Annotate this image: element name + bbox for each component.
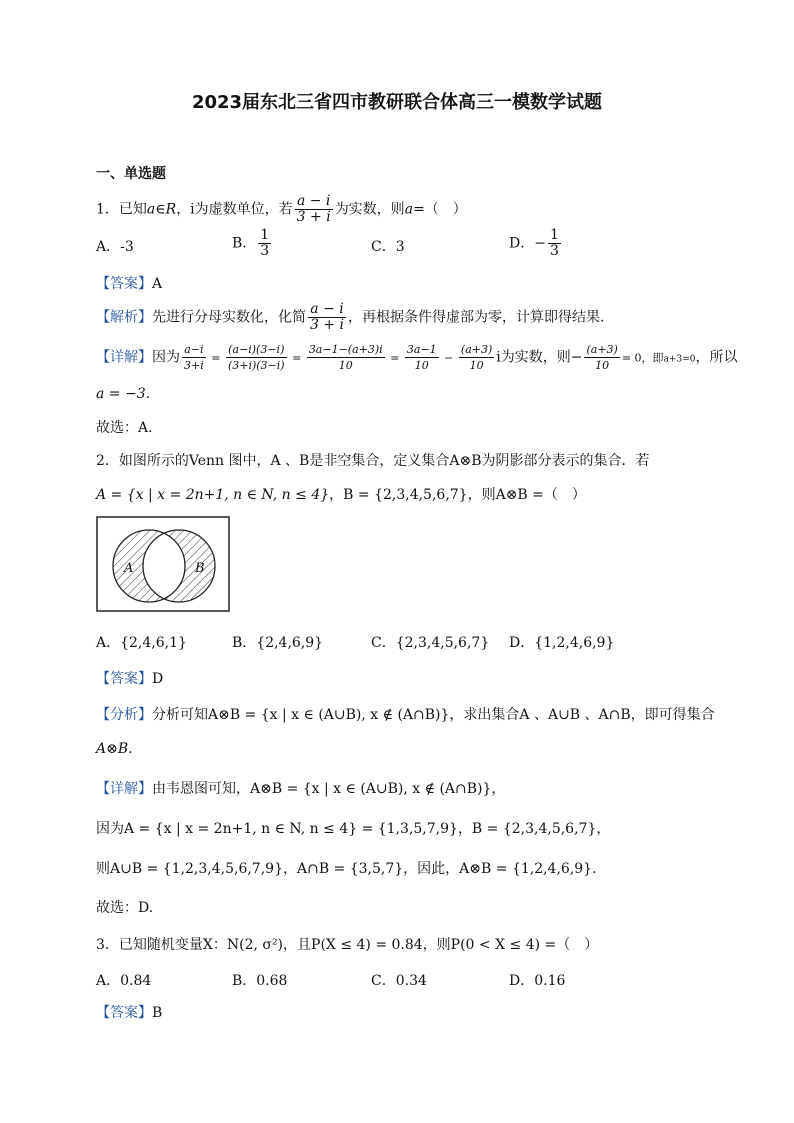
- q2-option-c: C．{2,3,4,5,6,7}: [371, 635, 490, 651]
- q3-stem: 3．已知随机变量X：N(2, σ²)，且P(X ≤ 4) = 0.84，则P(0 < X ≤ 4) =（ ）: [96, 937, 599, 953]
- q2-stem: 2．如图所示的Venn 图中，A 、B是非空集合，定义集合A⊗B为阴影部分表示的集合．若: [96, 453, 650, 469]
- q3-option-a: A．0.84: [96, 973, 152, 989]
- q3-option-c: C．0.34: [371, 973, 427, 989]
- q1-answer: 【答案】A: [96, 276, 163, 292]
- venn-label-a: A: [124, 561, 134, 576]
- q2-detail-line3: 则A∪B = {1,2,3,4,5,6,7,9}，A∩B = {3,5,7}，因此，A⊗B = {1,2,4,6,9}.: [96, 861, 597, 877]
- q1-stem-tail: =（ ）: [413, 201, 467, 218]
- q2-analysis: 【分析】分析可知A⊗B = {x | x ∈ (A∪B), x ∉ (A∩B)}，求出集合A 、A∪B 、A∩B，即可得集合: [96, 707, 715, 723]
- venn-label-b: B: [195, 561, 205, 576]
- q3-answer: 【答案】B: [96, 1005, 163, 1021]
- q2-detail-line2: 因为A = {x | x = 2n+1, n ∈ N, n ≤ 4} = {1,3,5,7,9}，B = {2,3,4,5,6,7}，: [96, 821, 611, 837]
- q1-stem: [96, 194, 467, 225]
- q1-option-b: B． $\frac{1}{3}$: [232, 227, 270, 259]
- venn-diagram: [96, 516, 232, 614]
- q1-conclusion: 故选：A.: [96, 420, 153, 436]
- q1-ask: a: [404, 201, 414, 218]
- q1-option-d: D．− $\frac{1}{3}$: [509, 227, 559, 259]
- q2-option-b: B．{2,4,6,9}: [232, 635, 324, 651]
- q1-stem-post: 为实数，则: [334, 201, 405, 218]
- q1-stem-pre: 1．已知: [96, 201, 147, 218]
- q2-answer: 【答案】D: [96, 671, 164, 687]
- q3-option-d: D．0.16: [509, 973, 566, 989]
- q2-option-a: A．{2,4,6,1}: [96, 635, 187, 651]
- q2-stem-line2: A = {x | x = 2n+1, n ∈ N, n ≤ 4}，B = {2,3,4,5,6,7}，则A⊗B =（ ）: [96, 487, 586, 503]
- q1-detail-line2: a = −3.: [96, 386, 151, 402]
- q1-analysis: 【解析】先进行分母实数化，化简 $\frac{a - i}{3 + i}$ ，再根据条件得虚部为零，计算即得结果.: [96, 301, 605, 333]
- q2-conclusion: 故选：D.: [96, 900, 154, 916]
- q2-option-d: D．{1,2,4,6,9}: [509, 635, 615, 651]
- q1-stem-mid: ，i为虚数单位，若: [176, 201, 293, 218]
- q1-option-c: C．3: [371, 239, 405, 255]
- q1-detail: 【详解】因为 $\frac{a-i}{3+i}$ = $\frac{(a-i)(3-i)}{(3+i)(3-i)}$ = $\frac{3a-1-(a+3)i}{10}$ = $\frac{3a-1}{10}$ − $\frac{(a+3)}{10}$ i为实数，则− $\frac{(a+3)}{10}$ = 0，即a+3=0，所以: [96, 343, 738, 372]
- q1-fraction: $\frac{a - i}{3 + i}$: [296, 193, 331, 225]
- q2-analysis-line2: A⊗B.: [96, 741, 133, 757]
- q2-detail: 【详解】由韦恩图可知，A⊗B = {x | x ∈ (A∪B), x ∉ (A∩B)}，: [96, 781, 506, 797]
- q3-option-b: B．0.68: [232, 973, 288, 989]
- page-title: 2023届东北三省四市教研联合体高三一模数学试题: [191, 92, 603, 113]
- section-heading: 一、单选题: [96, 166, 166, 182]
- q1-cond: a∈R: [146, 201, 177, 218]
- q1-option-a: A．-3: [96, 239, 134, 255]
